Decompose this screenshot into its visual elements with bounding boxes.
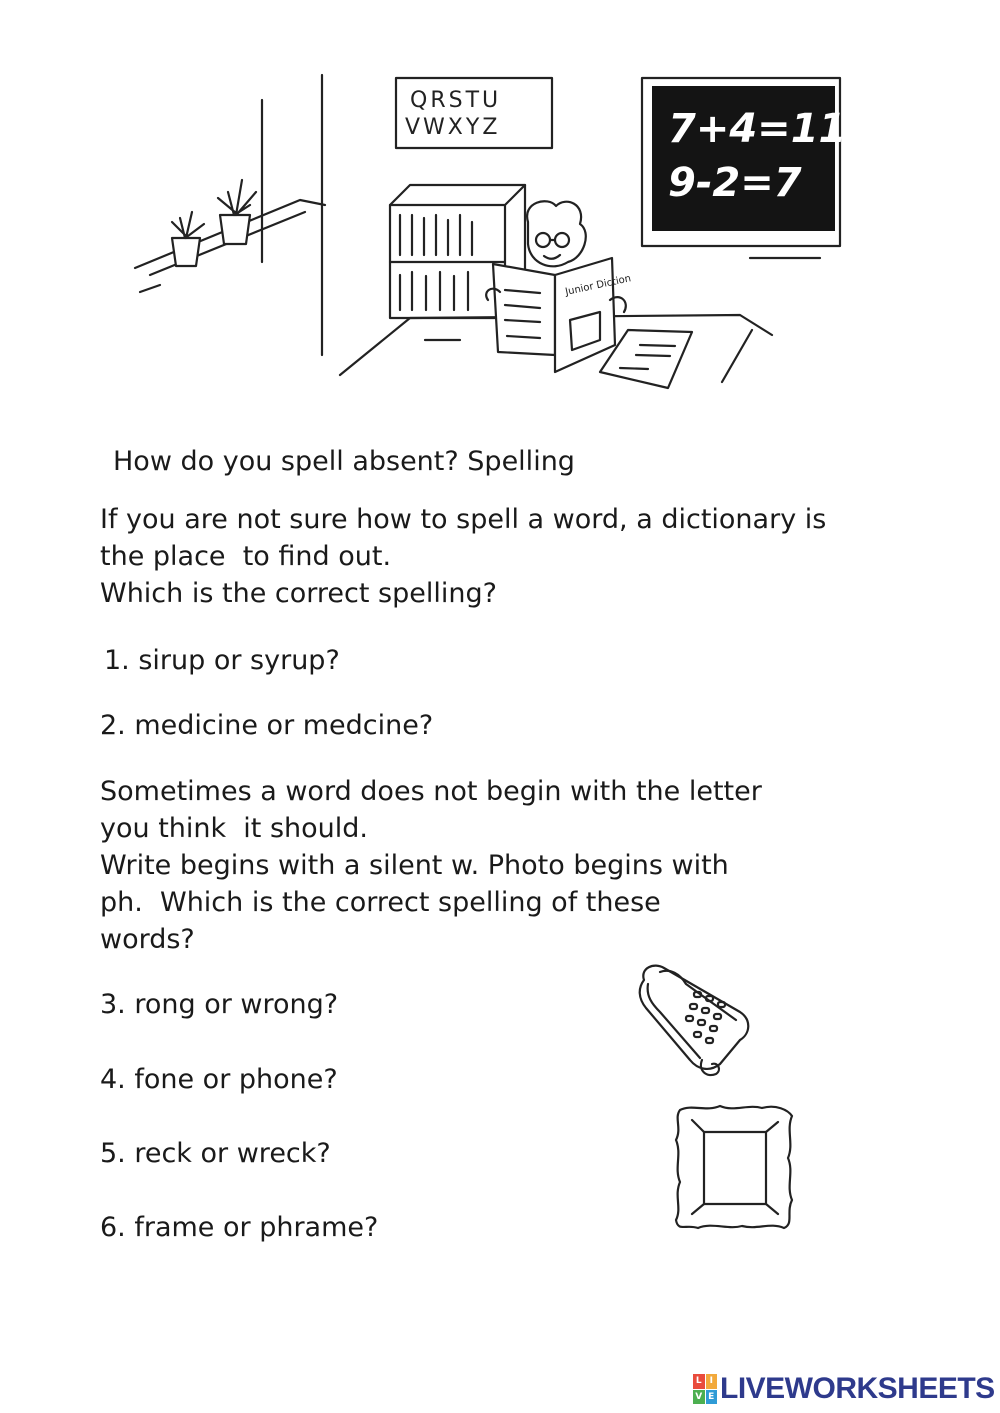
- dictionary-cover-title: Junior Diction: [564, 273, 633, 298]
- question-2: 2. medicine or medcine?: [100, 710, 434, 741]
- intro-paragraph: [100, 501, 826, 612]
- logo-tiles: [693, 1374, 717, 1404]
- classroom-illustration: [0, 0, 1000, 400]
- explanation-line: Sometimes a word does not begin with the letter: [100, 776, 762, 807]
- logo-tile: I: [706, 1374, 718, 1389]
- telephone-icon: [630, 960, 760, 1085]
- logo-text: LIVEWORKSHEETS: [720, 1372, 995, 1405]
- logo-tile: L: [693, 1374, 705, 1389]
- intro-line: the place to find out.: [100, 541, 392, 572]
- question-1: 1. sirup or syrup?: [104, 645, 340, 676]
- question-4: 4. fone or phone?: [100, 1064, 338, 1095]
- page-heading: How do you spell absent? Spelling: [113, 446, 575, 477]
- question-6: 6. frame or phrame?: [100, 1212, 379, 1243]
- question-5: 5. reck or wreck?: [100, 1138, 331, 1169]
- explanation-line: you think it should.: [100, 813, 369, 844]
- blackboard-equation-1: 7+4=11: [668, 106, 847, 152]
- blackboard-equation-2: 9-2=7: [668, 160, 802, 206]
- picture-frame-icon: [672, 1100, 802, 1235]
- alphabet-chart-line2: VWXYZ: [405, 115, 501, 140]
- explanation-line: words?: [100, 924, 195, 955]
- alphabet-chart-line1: QRSTU: [410, 88, 502, 113]
- logo-tile: E: [706, 1390, 718, 1405]
- explanation-paragraph: [100, 773, 762, 958]
- explanation-line: Write begins with a silent w. Photo begins with: [100, 850, 729, 881]
- intro-line: Which is the correct spelling?: [100, 578, 497, 609]
- explanation-line: ph. Which is the correct spelling of these: [100, 887, 661, 918]
- intro-line: If you are not sure how to spell a word, a dictionary is: [100, 504, 827, 535]
- question-3: 3. rong or wrong?: [100, 989, 339, 1020]
- logo-tile: V: [693, 1390, 705, 1405]
- liveworksheets-logo: [693, 1372, 995, 1406]
